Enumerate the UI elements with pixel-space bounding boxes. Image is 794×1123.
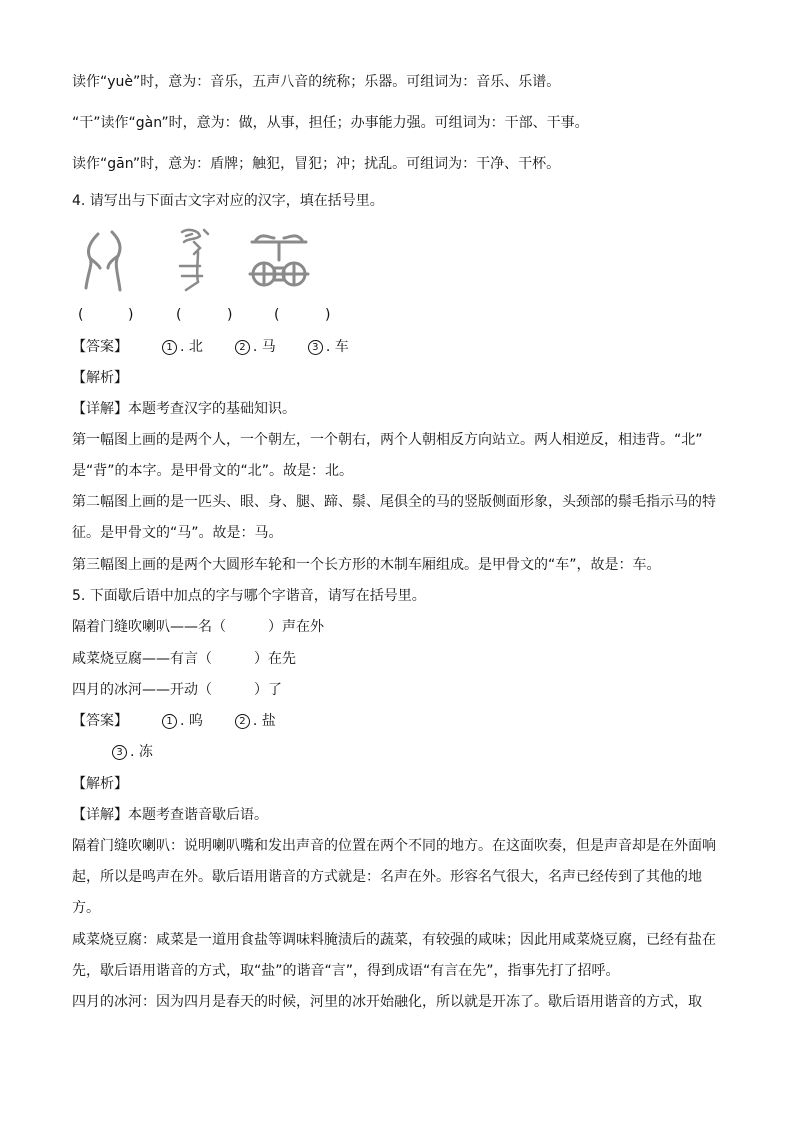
text-line: 第三幅图上画的是两个大圆形车轮和一个长方形的木制车厢组成。是甲骨文的“车”，故是：车。 — [72, 557, 661, 573]
answer-paren-close: ) — [128, 307, 134, 323]
q5-item: 咸菜烧豆腐——有言（ ）在先 — [72, 651, 296, 667]
circle-number: 1 — [162, 714, 177, 729]
answer-text: . 呜 — [180, 713, 203, 729]
analysis-tag: 【解析】 — [72, 370, 128, 386]
oracle-che-icon — [248, 228, 310, 292]
answer-item — [162, 337, 203, 357]
text-line: “干”读作“gàn”时，意为：做，从事，担任；办事能力强。可组词为：干部、干事。 — [72, 115, 589, 131]
answer-paren-close: ) — [227, 307, 233, 323]
text-line: 第二幅图上画的是一匹头、眼、身、腿、蹄、鬃、尾俱全的马的竖版侧面形象，头颈部的鬃毛指示马的特 — [72, 494, 716, 510]
detail-line: 【详解】本题考查谐音歇后语。 — [72, 807, 268, 823]
answer-row-4 — [72, 337, 381, 357]
text-line: 隔着门缝吹喇叭：说明喇叭嘴和发出声音的位置在两个不同的地方。在这面吹奏，但是声音却是在外面响 — [72, 838, 716, 854]
text-line: 读作“yuè”时，意为：音乐，五声八音的统称；乐器。可组词为：音乐、乐谱。 — [72, 74, 561, 90]
text-line: 读作“gān”时，意为：盾牌；触犯，冒犯；冲；扰乱。可组词为：干净、干杯。 — [72, 156, 561, 172]
answer-item — [112, 742, 153, 762]
circle-number: 2 — [235, 714, 250, 729]
answer-text: . 冻 — [130, 744, 153, 760]
text-line: 方。 — [72, 900, 100, 916]
oracle-bei-icon — [78, 228, 130, 294]
text-line: 是“背”的本字。是甲骨文的“北”。故是：北。 — [72, 463, 354, 479]
circle-number: 2 — [235, 340, 250, 355]
detail-line: 【详解】本题考查汉字的基础知识。 — [72, 401, 296, 417]
circle-number: 1 — [162, 340, 177, 355]
question-4: 4. 请写出与下面古文字对应的汉字，填在括号里。 — [72, 193, 384, 209]
text-line: 征。是甲骨文的“马”。故是：马。 — [72, 525, 283, 541]
text-line: 咸菜烧豆腐：咸菜是一道用食盐等调味料腌渍后的蔬菜，有较强的咸味；因此用咸菜烧豆腐，已经有盐在 — [72, 932, 716, 948]
answer-text: . 车 — [325, 339, 349, 355]
answer-item — [162, 711, 203, 731]
analysis-tag: 【解析】 — [72, 776, 128, 792]
answer-text: . 北 — [180, 339, 203, 355]
answer-tag: 【答案】 — [72, 339, 128, 355]
text-line: 起，所以是鸣声在外。歇后语用谐音的方式就是：名声在外。形容名气很大，名声已经传到了其他的地 — [72, 869, 702, 885]
circle-number: 3 — [112, 745, 127, 760]
answer-paren-open: ( — [78, 307, 84, 323]
circle-number: 3 — [308, 340, 323, 355]
q5-item: 四月的冰河——开动（ ）了 — [72, 682, 282, 698]
q5-item: 隔着门缝吹喇叭——名（ ）声在外 — [72, 619, 324, 635]
answer-paren-close: ) — [325, 307, 331, 323]
answer-paren-open: ( — [176, 307, 182, 323]
text-line: 四月的冰河：因为四月是春天的时候，河里的冰开始融化，所以就是开冻了。歇后语用谐音的方式，取 — [72, 994, 702, 1010]
answer-item — [235, 337, 276, 357]
text-line: 第一幅图上画的是两个人，一个朝左，一个朝右，两个人朝相反方向站立。两人相逆反，相违背。“北” — [72, 432, 703, 448]
answer-item — [235, 711, 276, 731]
oracle-ma-icon — [174, 226, 214, 296]
answer-row-5 — [72, 711, 308, 731]
text-line: 先，歇后语用谐音的方式，取“盐”的谐音“言”，得到成语“有言在先”，指事先打了招呼。 — [72, 963, 620, 979]
answer-row-5b — [112, 742, 185, 762]
answer-text: . 盐 — [252, 713, 276, 729]
question-5: 5. 下面歇后语中加点的字与哪个字谐音，请写在括号里。 — [72, 588, 426, 604]
answer-tag: 【答案】 — [72, 713, 128, 729]
answer-item — [308, 337, 349, 357]
answer-paren-open: ( — [274, 307, 280, 323]
answer-text: . 马 — [252, 339, 276, 355]
